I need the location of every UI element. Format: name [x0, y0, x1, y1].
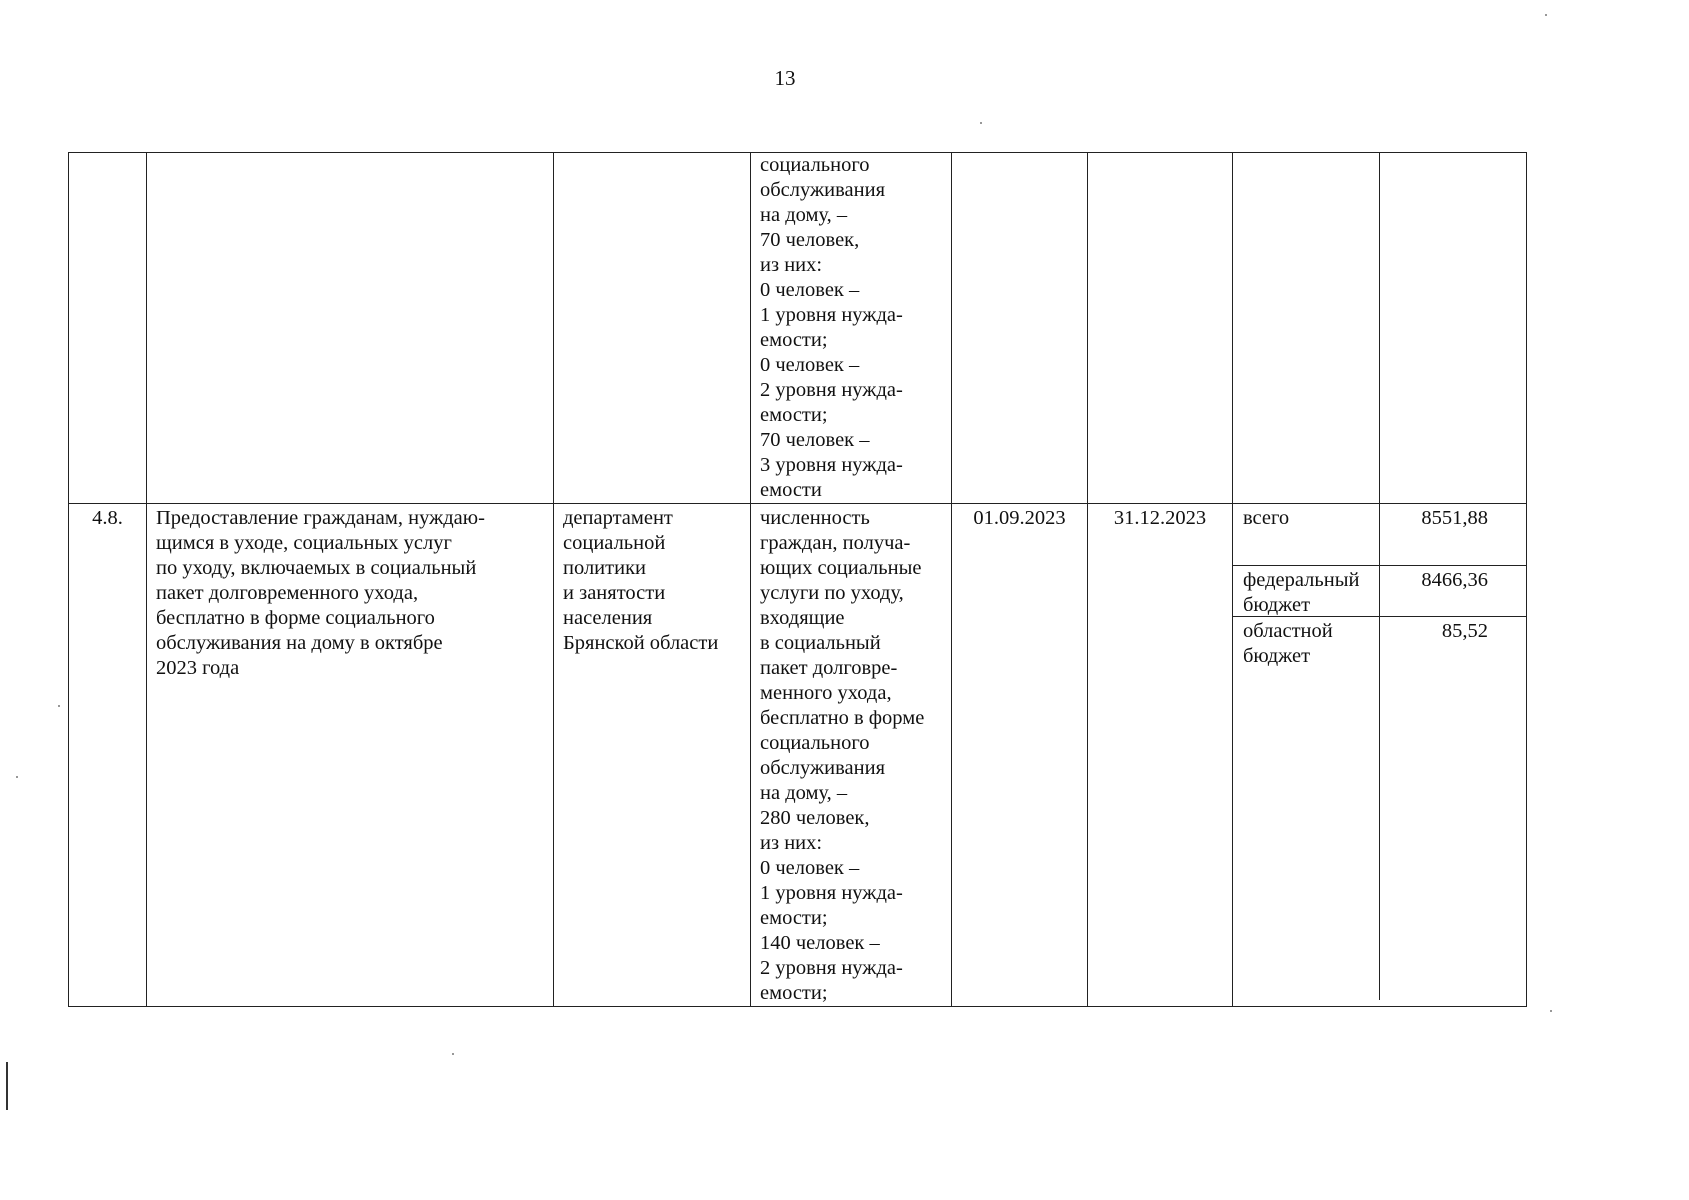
- cell-start-date: 01.09.2023: [952, 504, 1088, 1007]
- cell-number: [69, 153, 147, 504]
- page-number: 13: [774, 66, 796, 90]
- cell-activity: Предоставление гражданам, нуждаю- щимся в уходе, социальных услуг по уходу, включаемых в социальный пакет долговременного ухода, бесплатно в форме социального обслуживания на дому в октябре 2023 года: [147, 504, 554, 1007]
- financing-source: федеральный бюджет: [1233, 566, 1380, 616]
- cell-fin-source: [1233, 153, 1380, 504]
- scan-speck: [58, 705, 60, 707]
- cell-fin-amount: [1380, 153, 1527, 504]
- cell-end-date: 31.12.2023: [1088, 504, 1233, 1007]
- table-row-continued: [69, 153, 1527, 504]
- scan-speck: [16, 776, 18, 778]
- cell-indicator: численность граждан, получа- ющих социальные услуги по уходу, входящие в социальный пакет долговре- менного ухода, бесплатно в форме социального обслуживания на дому, – 280 человек, из них: 0 человек – 1 уровня нужда- емости; 140 человек – 2 уровня нужда- емости;: [751, 504, 952, 1007]
- cell-end-date: [1088, 153, 1233, 504]
- financing-row-total: [1233, 504, 1526, 566]
- financing-amount: 8466,36: [1421, 569, 1488, 591]
- financing-amount: 85,52: [1441, 620, 1488, 642]
- cell-number: 4.8.: [69, 504, 147, 1007]
- financing-source: всего: [1233, 504, 1380, 565]
- table-row-4-8: [69, 504, 1527, 1007]
- cell-start-date: [952, 153, 1088, 504]
- scan-margin-mark: [6, 1062, 8, 1110]
- financing-amount: 8551,88: [1421, 507, 1488, 529]
- scan-speck: [1545, 14, 1547, 16]
- measures-table: [68, 152, 1527, 1007]
- cell-responsible: департамент социальной политики и занятости населения Брянской области: [554, 504, 751, 1007]
- financing-row-regional: [1233, 617, 1526, 1000]
- financing-row-federal: [1233, 566, 1526, 617]
- cell-financing: [1233, 504, 1527, 1007]
- cell-responsible: [554, 153, 751, 504]
- cell-indicator: социального обслуживания на дому, – 70 человек, из них: 0 человек – 1 уровня нужда- емости; 0 человек – 2 уровня нужда- емости; 70 человек – 3 уровня нужда- емости: [751, 153, 952, 504]
- cell-activity: [147, 153, 554, 504]
- scan-speck: [980, 122, 982, 124]
- financing-source: областной бюджет: [1233, 617, 1380, 1000]
- scan-speck: [1550, 1010, 1552, 1012]
- scan-speck: [452, 1053, 454, 1055]
